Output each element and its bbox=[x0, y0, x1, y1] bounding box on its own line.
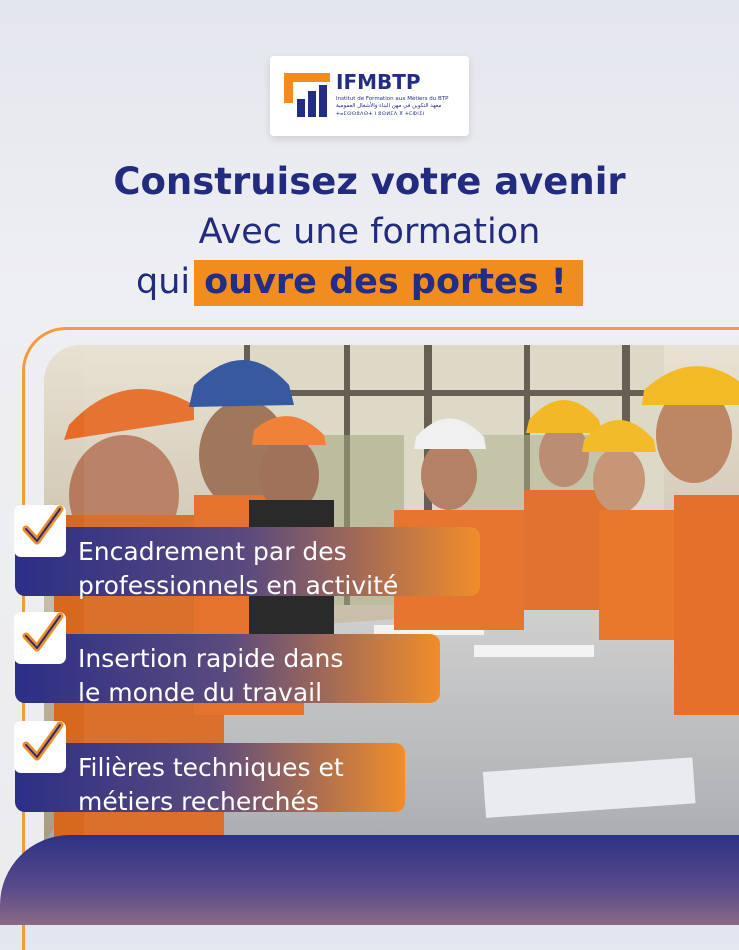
feature-item-1 bbox=[15, 527, 480, 600]
check-icon bbox=[14, 721, 66, 773]
logo-subtitle-ar: معهد التكوين في مهن البناء والأشغال العمومية bbox=[336, 103, 442, 109]
feature-3-line2: métiers recherchés bbox=[78, 787, 319, 816]
ifmbtp-logo-mark-icon bbox=[284, 73, 330, 117]
feature-1-line2: professionnels en activité bbox=[78, 571, 399, 600]
feature-1-text bbox=[78, 535, 398, 603]
check-icon bbox=[14, 505, 66, 557]
feature-item-2 bbox=[15, 634, 440, 707]
feature-1-line1: Encadrement par des bbox=[78, 537, 347, 566]
headline-line2: Avec une formation bbox=[198, 212, 541, 252]
logo-name: IFMBTP bbox=[336, 70, 421, 94]
feature-2-line2: le monde du travail bbox=[78, 678, 323, 707]
headline-highlight: ouvre des portes ! bbox=[194, 260, 583, 306]
feature-3-line1: Filières techniques et bbox=[78, 753, 344, 782]
bottom-wave-decoration bbox=[0, 835, 739, 925]
feature-3-text bbox=[78, 751, 344, 819]
feature-2-line1: Insertion rapide dans bbox=[78, 644, 344, 673]
headline-line3-prefix: qui bbox=[136, 262, 191, 302]
check-icon bbox=[14, 612, 66, 664]
headline-line1: Construisez votre avenir bbox=[113, 160, 626, 203]
feature-2-text bbox=[78, 642, 343, 710]
headline-line3 bbox=[136, 260, 583, 306]
logo-subtitle-tifinagh: ⵜⴰⵎⵙⵙⵓⴷⵙⵜ ⵏ ⵓⵙⵍⵎⴷ ⴳ ⵜⵎⵀⵏⵉⵏ bbox=[336, 111, 425, 117]
logo-card bbox=[270, 56, 469, 136]
feature-item-3 bbox=[15, 743, 405, 816]
logo-subtitle-fr: Institut de Formation aux Métiers du BTP bbox=[336, 96, 449, 102]
